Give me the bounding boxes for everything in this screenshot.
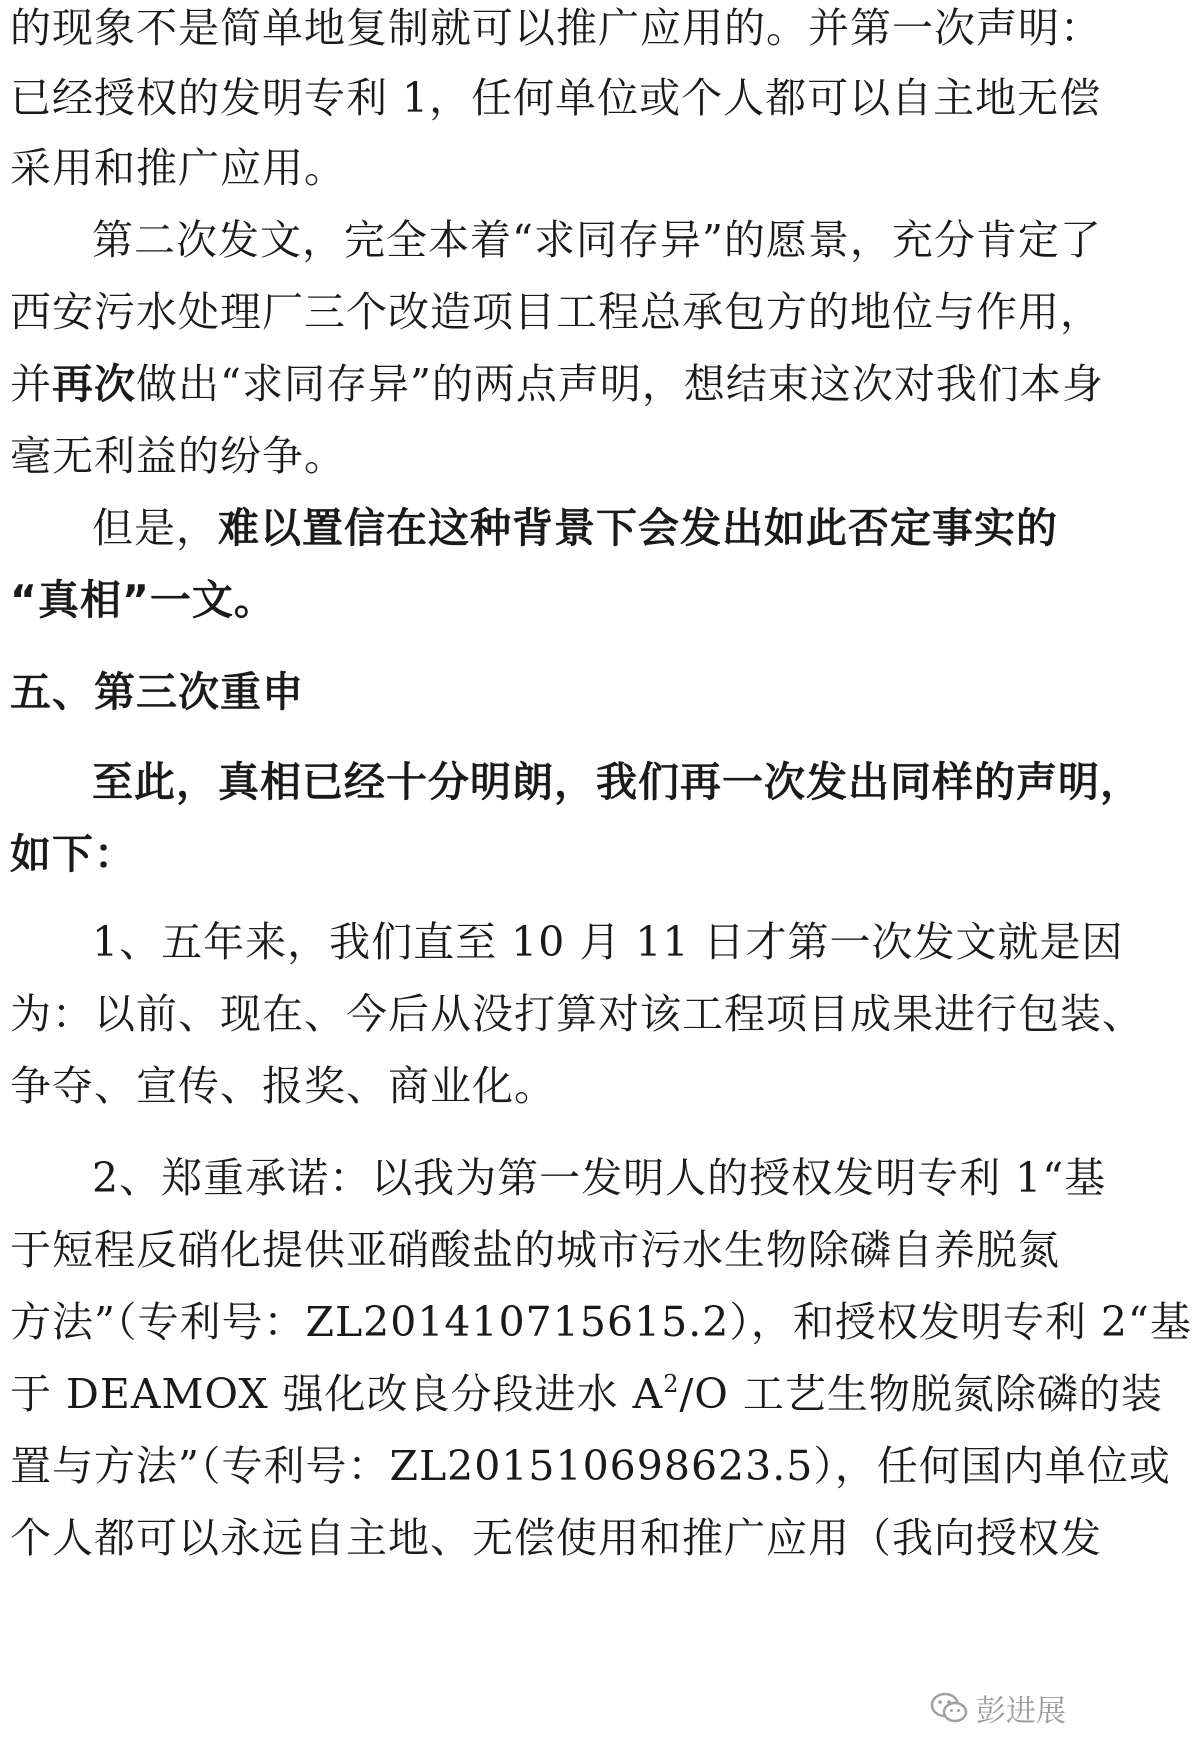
text-line: 采用和推广应用。 [10, 144, 346, 192]
text-line: 的现象不是简单地复制就可以推广应用的。并第一次声明： [10, 4, 1102, 52]
text-line: 为：以前、现在、今后从没打算对该工程项目成果进行包装、 [10, 990, 1144, 1038]
bold-text: 难以置信在这种背景下会发出如此否定事实的 [218, 504, 1058, 552]
superscript: 2 [663, 1370, 680, 1398]
text-span: 并 [10, 360, 52, 408]
text-line: 已经授权的发明专利 1，任何单位或个人都可以自主地无偿 [10, 74, 1102, 122]
section-heading: 五、第三次重申 [10, 668, 304, 716]
text-span: 做出“求同存异”的两点声明，想结束这次对我们本身 [136, 360, 1104, 408]
text-line: 方法”（专利号：ZL201410715615.2），和授权发明专利 2“基 [10, 1298, 1192, 1346]
list-item-1: 1、五年来，我们直至 10 月 11 日才第一次发文就是因 [92, 918, 1124, 966]
watermark-text: 彭进展 [976, 1694, 1066, 1729]
text-line: 西安污水处理厂三个改造项目工程总承包方的地位与作用， [10, 288, 1102, 336]
paragraph-start: 第二次发文，完全本着“求同存异”的愿景，充分肯定了 [92, 216, 1102, 264]
text-line: 争夺、宣传、报奖、商业化。 [10, 1062, 556, 1110]
text-line: 置与方法”（专利号：ZL201510698623.5），任何国内单位或 [10, 1442, 1171, 1490]
text-line: “真相”一文。 [10, 576, 276, 624]
text-span: /O 工艺生物脱氮除磷的装 [679, 1370, 1163, 1418]
paragraph-start: 至此，真相已经十分明朗，我们再一次发出同样的声明， [92, 758, 1142, 806]
text-line [10, 1366, 1163, 1422]
text-line: 如下： [10, 830, 136, 878]
text-line: 于短程反硝化提供亚硝酸盐的城市污水生物除磷自养脱氮 [10, 1226, 1060, 1274]
watermark [930, 1688, 1066, 1728]
text-span: 于 DEAMOX 强化改良分段进水 A [10, 1370, 664, 1418]
bold-text: 再次 [52, 360, 136, 408]
text-line: 个人都可以永远自主地、无偿使用和推广应用（我向授权发 [10, 1514, 1102, 1562]
paragraph-start [92, 500, 1070, 556]
wechat-icon [930, 1691, 968, 1725]
text-line [10, 356, 1104, 412]
text-line: 毫无利益的纷争。 [10, 432, 346, 480]
list-item-2: 2、郑重承诺：以我为第一发明人的授权发明专利 1“基 [92, 1154, 1107, 1202]
text-span: 但是， [92, 504, 218, 552]
